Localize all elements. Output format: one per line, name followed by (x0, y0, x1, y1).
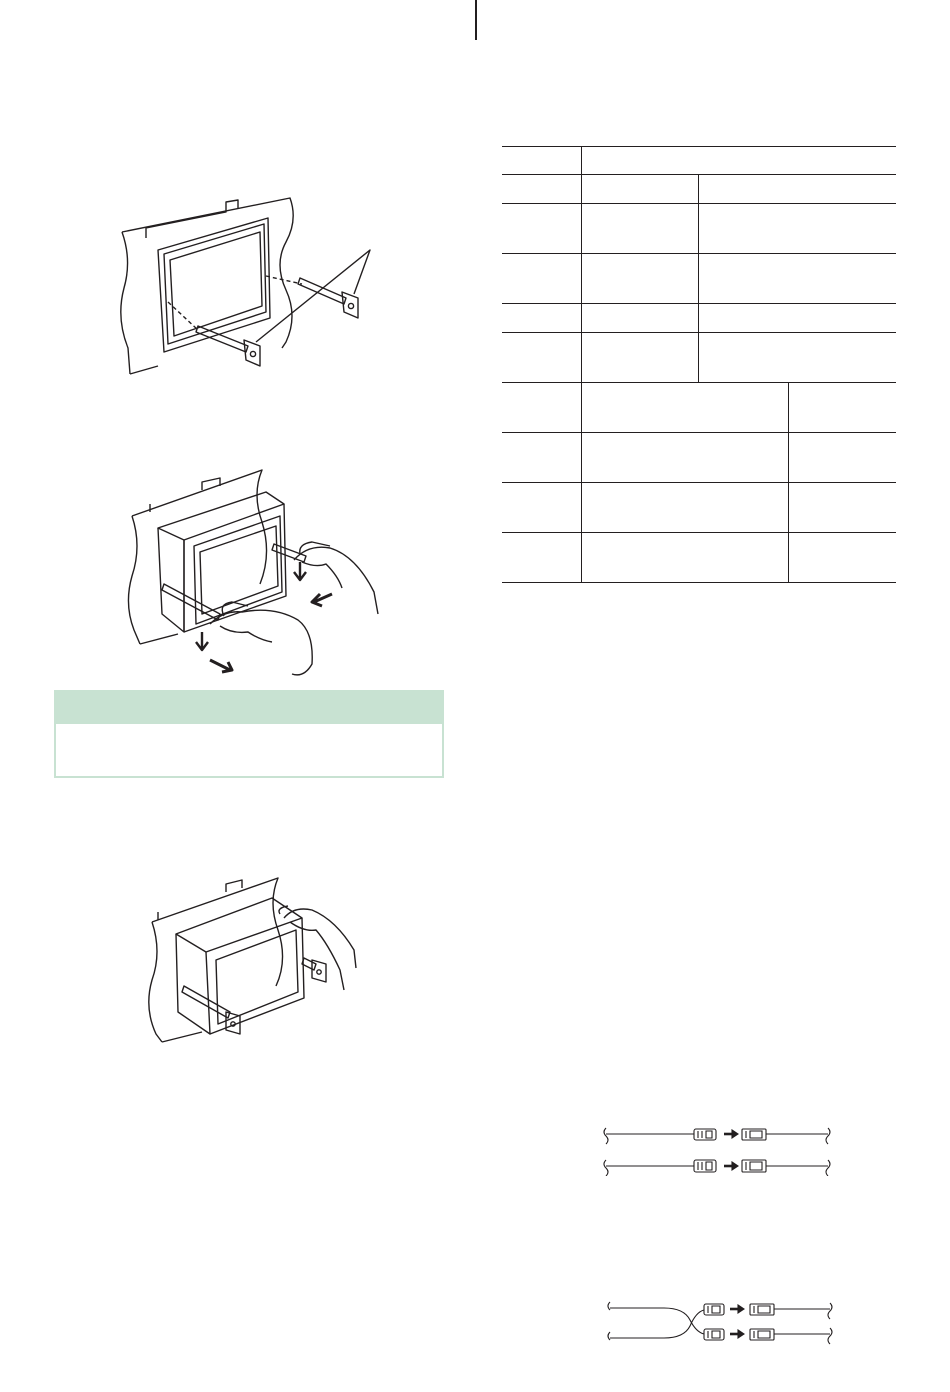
note-header (56, 692, 442, 724)
page-top-rule (475, 0, 477, 40)
note-box (54, 690, 444, 778)
table-row (502, 333, 896, 383)
spec-table (502, 146, 896, 583)
dual-cable-connector-illustration (600, 1298, 840, 1353)
table-row (502, 254, 896, 304)
table-row (502, 383, 896, 433)
unit-pull-out-illustration (144, 874, 364, 1050)
extraction-keys-insertion-illustration (118, 190, 378, 380)
table-row (502, 147, 896, 175)
table-row (502, 304, 896, 333)
table-row (502, 433, 896, 483)
table-row (502, 204, 896, 254)
unit-removal-with-hands-illustration (124, 464, 384, 684)
table-row (502, 483, 896, 533)
single-cable-connector-illustration (600, 1122, 840, 1181)
table-row (502, 533, 896, 583)
table-row (502, 175, 896, 204)
